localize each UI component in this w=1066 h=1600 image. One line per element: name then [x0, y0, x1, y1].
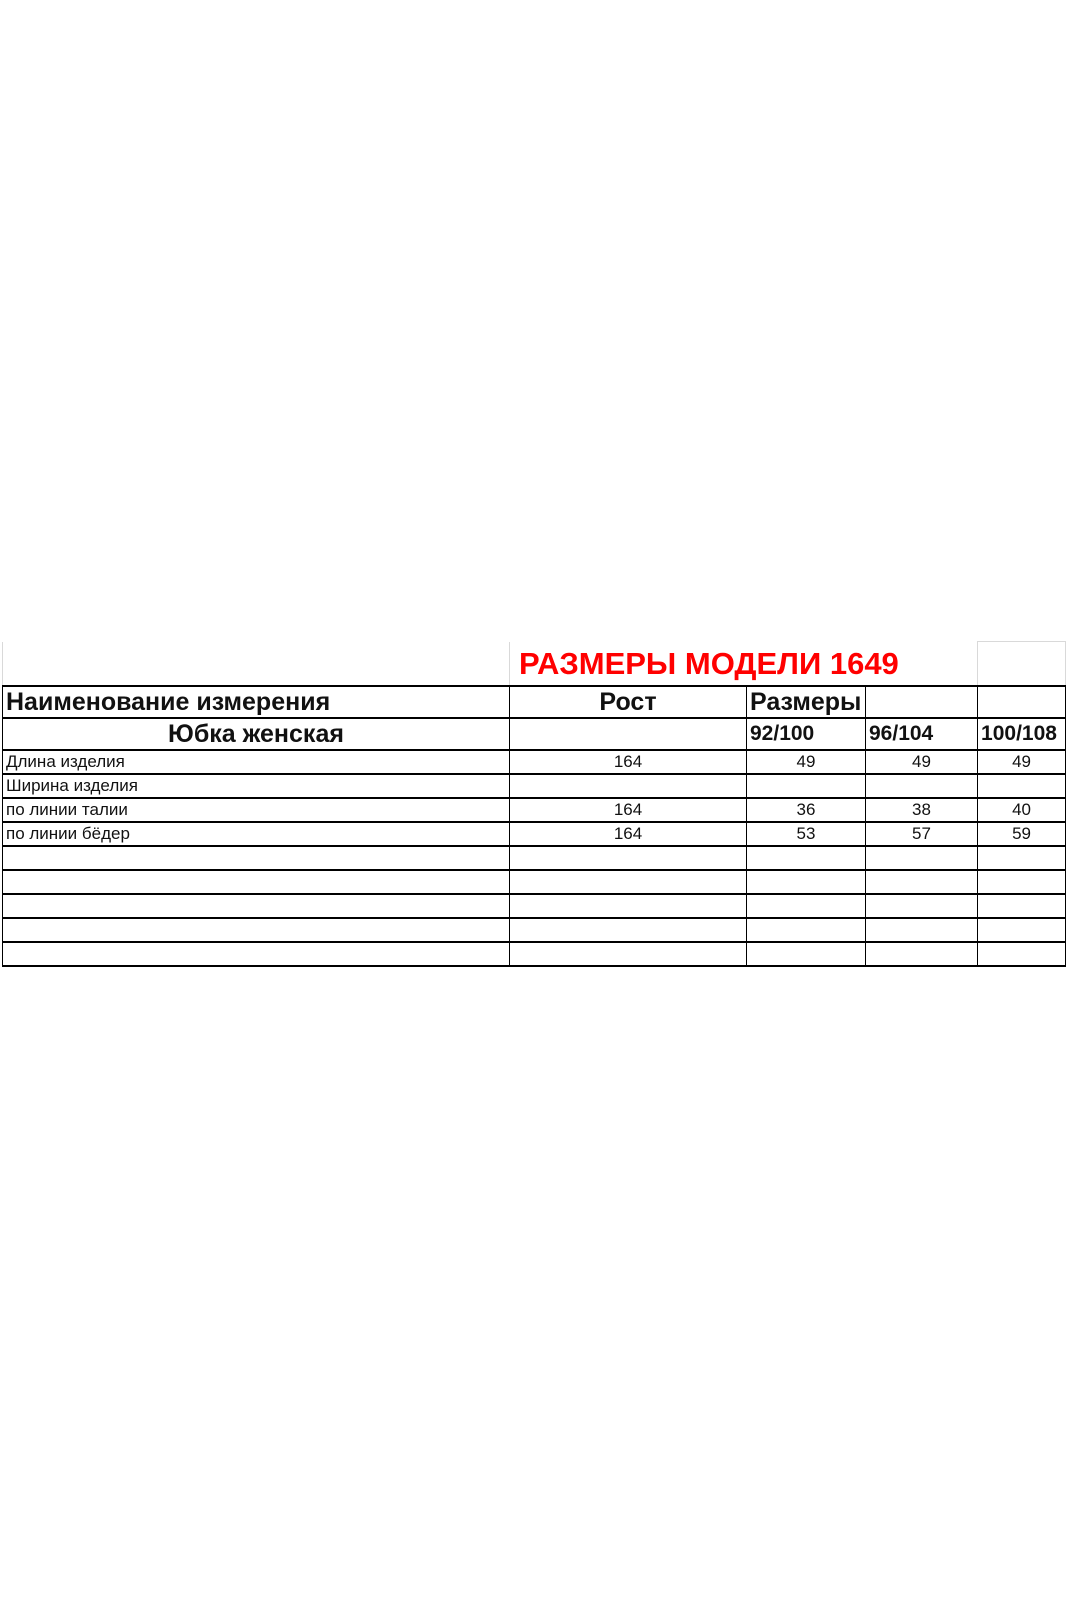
- header-blank-cell: [510, 718, 747, 750]
- empty-cell: [3, 942, 510, 966]
- empty-cell: [866, 942, 978, 966]
- empty-cell: [866, 846, 978, 870]
- size-table: [2, 641, 1066, 967]
- empty-cell: [978, 918, 1066, 942]
- empty-cell: [747, 870, 866, 894]
- size-value: 49: [866, 750, 978, 774]
- title-row: [3, 642, 1066, 687]
- height-value: [510, 774, 747, 798]
- size-value: [978, 774, 1066, 798]
- size-label-2: 96/104: [866, 718, 978, 750]
- empty-cell: [866, 870, 978, 894]
- empty-cell: [3, 870, 510, 894]
- title-blank-cell-right: [978, 642, 1066, 687]
- empty-cell: [510, 942, 747, 966]
- header-blank-cell: [978, 686, 1066, 718]
- table-row: [3, 822, 1066, 846]
- empty-cell: [747, 942, 866, 966]
- title-blank-cell: [3, 642, 510, 687]
- empty-cell: [510, 894, 747, 918]
- height-value: 164: [510, 822, 747, 846]
- empty-cell: [866, 918, 978, 942]
- size-label-3: 100/108: [978, 718, 1066, 750]
- empty-row: [3, 846, 1066, 870]
- table-row: [3, 750, 1066, 774]
- empty-cell: [747, 846, 866, 870]
- height-value: 164: [510, 798, 747, 822]
- empty-cell: [510, 846, 747, 870]
- empty-cell: [510, 870, 747, 894]
- empty-row: [3, 918, 1066, 942]
- empty-cell: [747, 894, 866, 918]
- header-row-2: [3, 718, 1066, 750]
- header-blank-cell: [866, 686, 978, 718]
- measurement-label: Наименование измерения: [3, 686, 510, 718]
- empty-cell: [3, 894, 510, 918]
- measurement-name: Ширина изделия: [3, 774, 510, 798]
- empty-cell: [3, 846, 510, 870]
- size-value: 57: [866, 822, 978, 846]
- empty-cell: [510, 918, 747, 942]
- sizes-label: Размеры: [747, 686, 866, 718]
- size-value: 49: [747, 750, 866, 774]
- size-value: 59: [978, 822, 1066, 846]
- empty-cell: [978, 894, 1066, 918]
- size-value: 49: [978, 750, 1066, 774]
- empty-cell: [866, 894, 978, 918]
- empty-cell: [978, 942, 1066, 966]
- size-value: 40: [978, 798, 1066, 822]
- size-value: 36: [747, 798, 866, 822]
- table-row: [3, 798, 1066, 822]
- size-value: 53: [747, 822, 866, 846]
- size-chart-sheet: [2, 641, 1065, 967]
- page-title: РАЗМЕРЫ МОДЕЛИ 1649: [519, 646, 899, 681]
- size-value: [866, 774, 978, 798]
- empty-row: [3, 894, 1066, 918]
- measurement-name: Длина изделия: [3, 750, 510, 774]
- empty-cell: [978, 846, 1066, 870]
- measurement-name: по линии бёдер: [3, 822, 510, 846]
- product-name: Юбка женская: [3, 718, 510, 750]
- header-row-1: [3, 686, 1066, 718]
- empty-cell: [978, 870, 1066, 894]
- title-cell: [510, 642, 978, 687]
- empty-cell: [747, 918, 866, 942]
- height-label: Рост: [510, 686, 747, 718]
- empty-row: [3, 942, 1066, 966]
- size-value: [747, 774, 866, 798]
- size-label-1: 92/100: [747, 718, 866, 750]
- measurement-name: по линии талии: [3, 798, 510, 822]
- height-value: 164: [510, 750, 747, 774]
- empty-cell: [3, 918, 510, 942]
- table-row: [3, 774, 1066, 798]
- empty-row: [3, 870, 1066, 894]
- size-value: 38: [866, 798, 978, 822]
